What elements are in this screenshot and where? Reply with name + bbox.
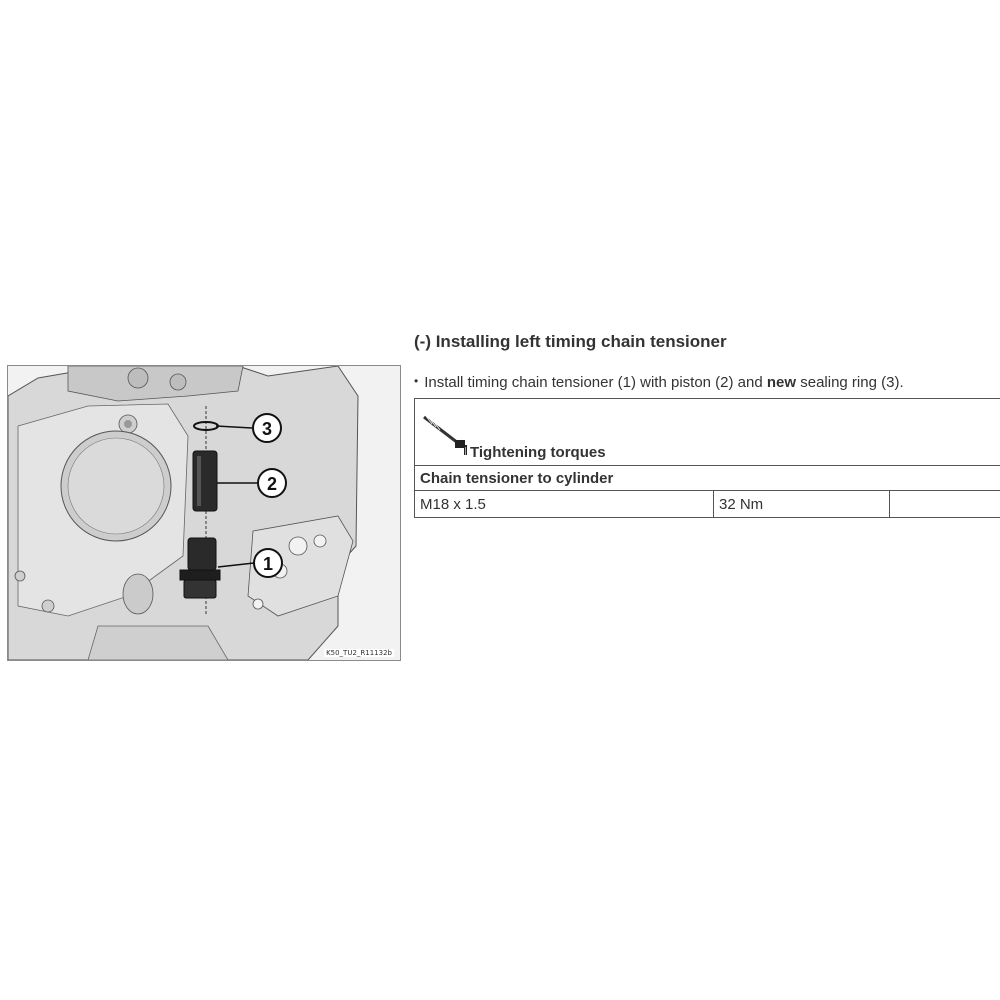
engine-drawing — [8, 366, 400, 660]
section-heading: (-) Installing left timing chain tensioner — [414, 332, 727, 351]
torque-wrench-icon — [420, 413, 470, 461]
torque-table — [414, 398, 1000, 518]
step-emphasis: new — [766, 374, 797, 391]
torque-value-cell: 32 Nm — [714, 491, 890, 518]
bullet-icon: • — [414, 374, 419, 388]
svg-text:3: 3 — [261, 419, 273, 439]
torque-table-subheader-row — [415, 466, 1000, 491]
engine-illustration — [7, 365, 401, 661]
svg-text:2: 2 — [266, 474, 278, 494]
svg-text:1: 1 — [262, 554, 274, 574]
torque-table-header-label: Tightening torques — [470, 444, 606, 461]
instruction-step — [414, 374, 904, 391]
callout-1 — [254, 549, 282, 577]
torque-table-header-row — [415, 399, 1000, 466]
callout-2 — [258, 469, 286, 497]
thread-cell: M18 x 1.5 — [415, 491, 714, 518]
torque-table-header — [415, 399, 1000, 466]
table-row — [415, 491, 1000, 518]
step-text-after: sealing ring (3). — [796, 374, 904, 391]
step-text-before: Install timing chain tensioner (1) with piston (2) and — [424, 374, 767, 391]
figure-caption: K50_TU2_R11132b — [326, 649, 392, 657]
callout-3 — [253, 414, 281, 442]
torque-table-subheader: Chain tensioner to cylinder — [415, 466, 1000, 491]
note-cell — [890, 491, 1000, 518]
